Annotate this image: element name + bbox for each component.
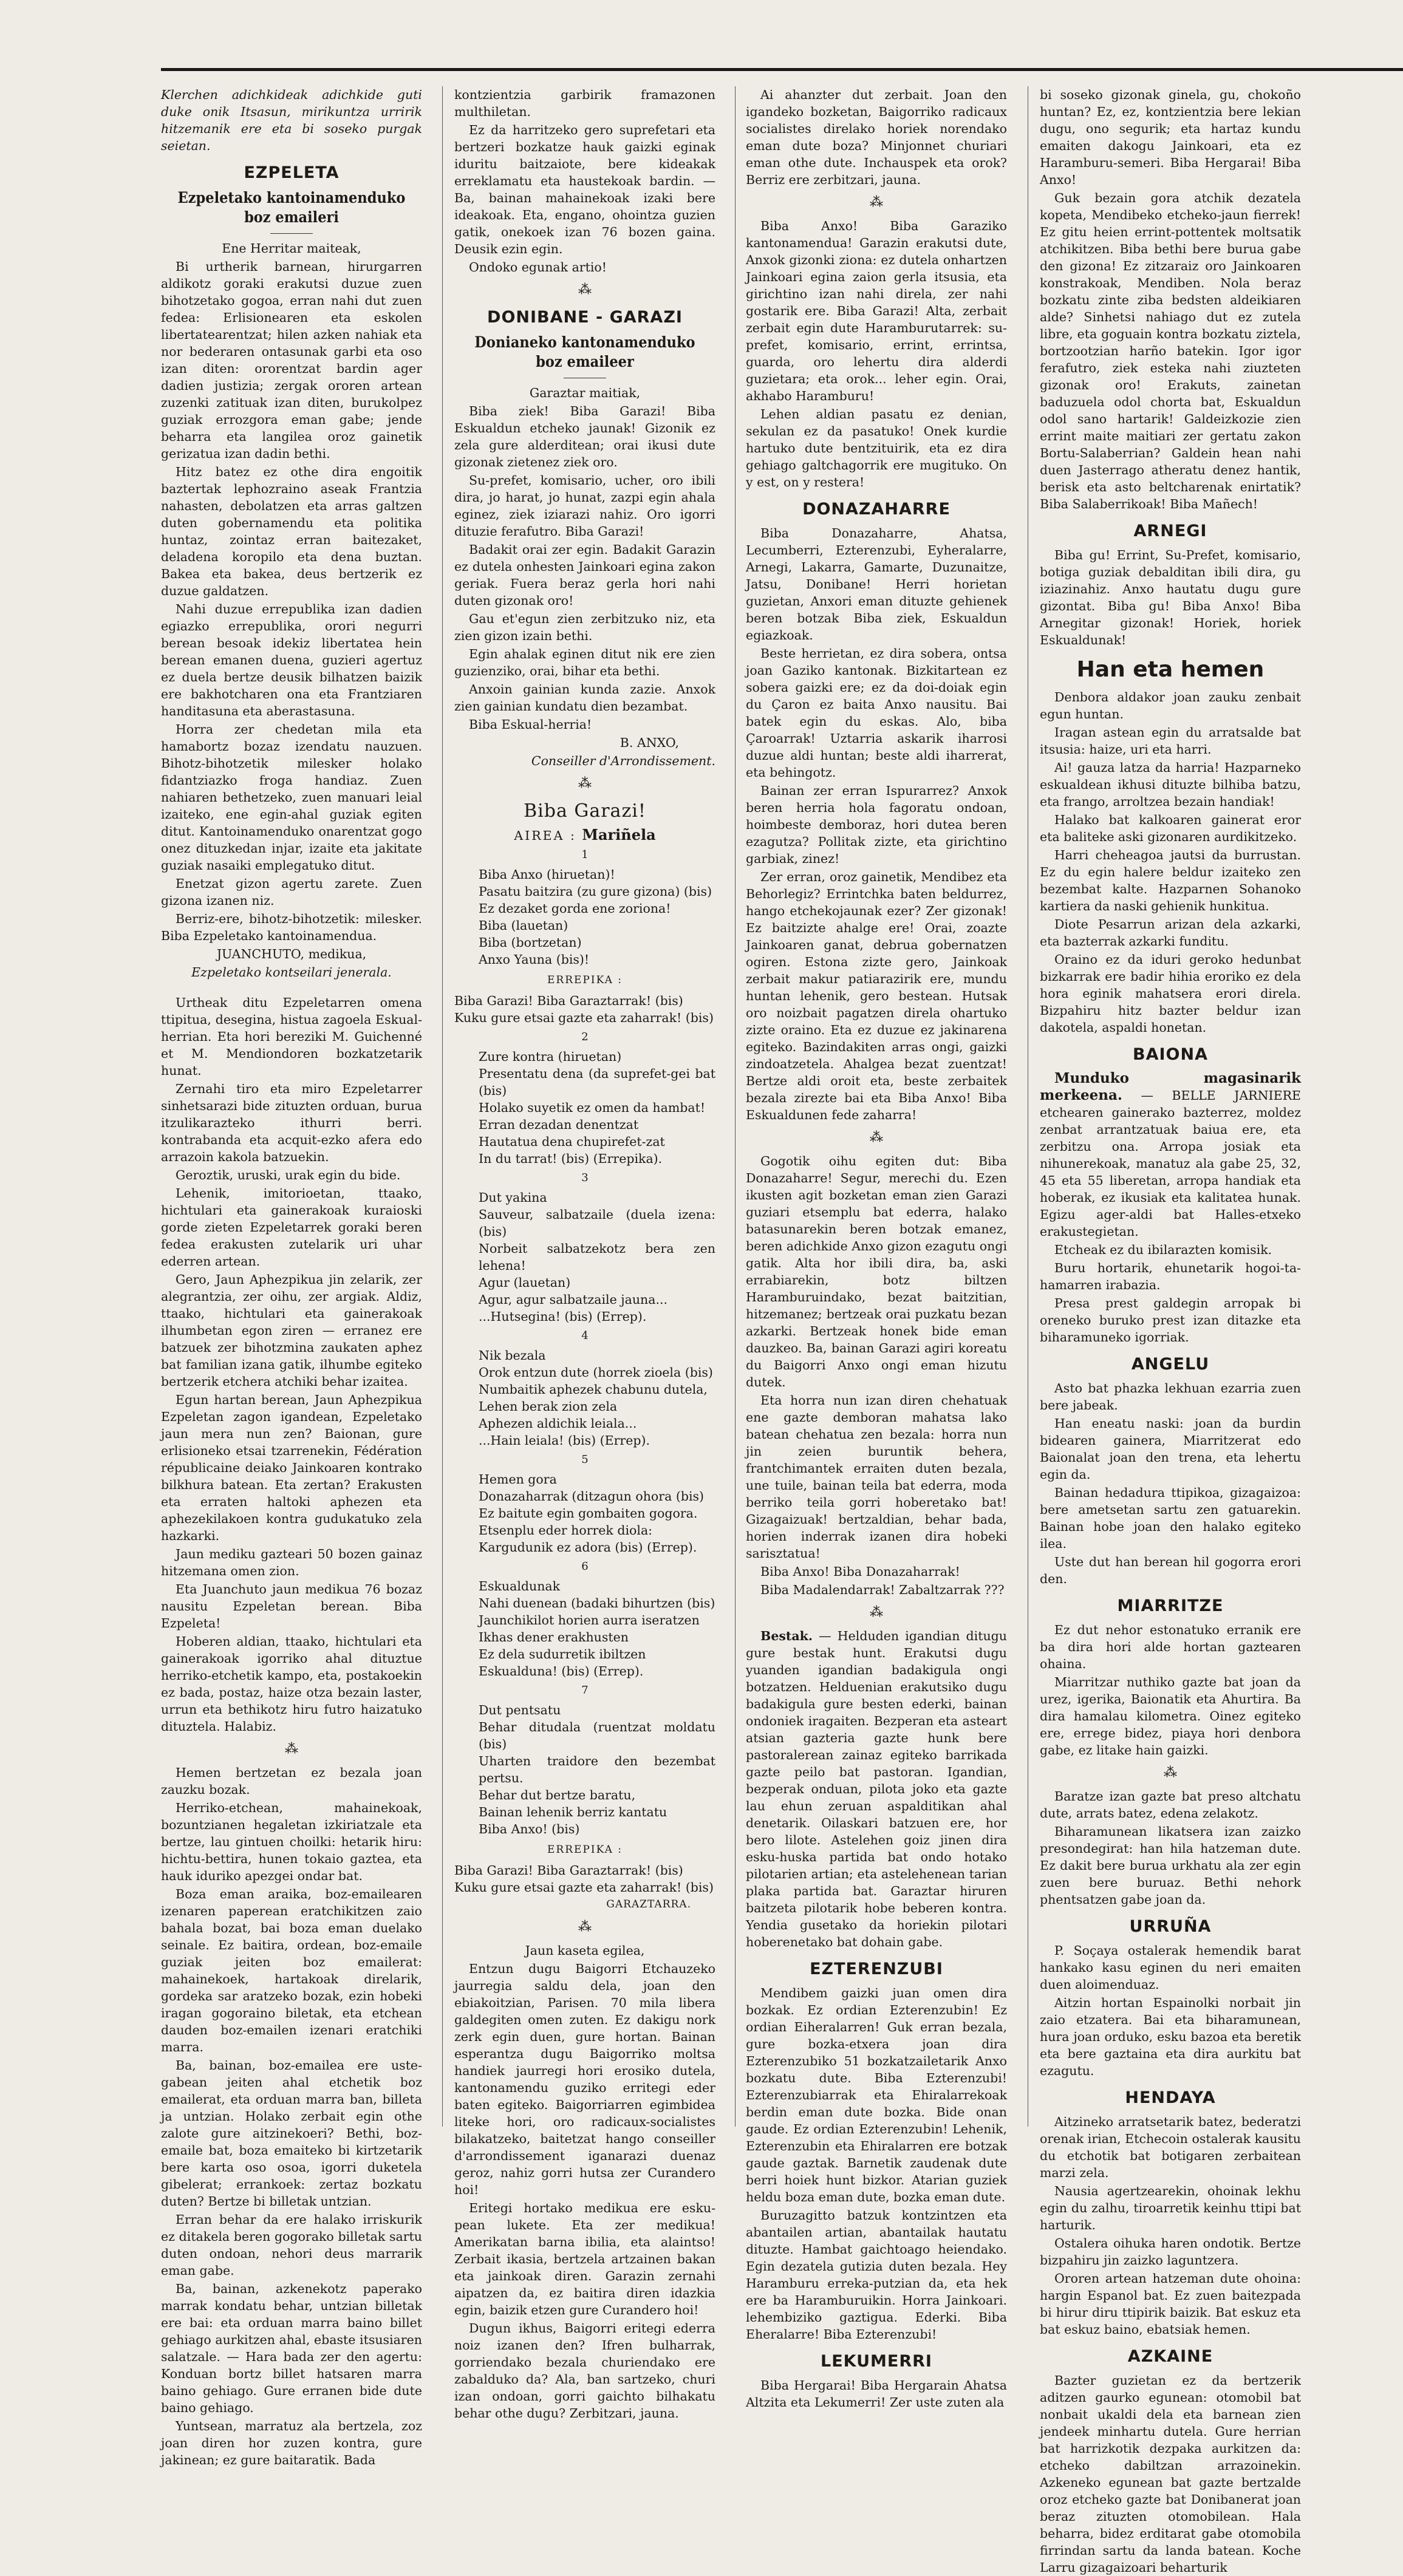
paragraph: Dugun ikhus, Baigorri eritegi ederra noiz izanen den? Ifren bulharrak, gorriendako bezala churiendako ere zabalduko da? Ala, ban sartzeko, churi izan ondoan, gorri gaichto bilhakatu behar othe dugu? Zerbitzari, jauna.: [454, 2321, 715, 2421]
section-heading: BAIONA: [1133, 1045, 1208, 1064]
verse-number: 3: [581, 1171, 589, 1184]
divider: [270, 233, 313, 234]
bestak-label: Bestak.: [760, 1629, 813, 1643]
column-2: [454, 86, 715, 2421]
verse-number: 7: [581, 1684, 589, 1697]
paragraph: Diote Pesarrun arizan dela azkarki, eta bazterrak azkarki funditu.: [1040, 917, 1301, 949]
verse-line: Biba Anxo! (bis): [479, 1822, 580, 1836]
paragraph: Ondoko egunak artio!: [469, 260, 607, 274]
song-signature: GARAZTARRA.: [606, 1898, 691, 1910]
signature-role: Ezpeletako kontseilari jenerala.: [191, 965, 392, 980]
paragraph: Biba Hergarai! Biba Hergarain Ahatsa Altzita eta Lekumerri! Zer uste zuten ala: [746, 2378, 1007, 2410]
section-heading: DONIBANE - GARAZI: [487, 308, 683, 327]
paragraph: Hoberen aldian, ttaako, hichtulari eta gainerakoak igorriko ahal dituztue herriko-etchetik kampo, eta, postakoekin ez bada, postaz, haize otza bezain laster, urrun eta bethikotz hiru futro haizatuko dituztela. Halabiz.: [161, 1634, 422, 1734]
asterism-icon: ⁂: [285, 1742, 298, 1757]
paragraph: Urtheak ditu Ezpeletarren omena ttipitua, desegina, histua zagoela Eskual-herrian. Eta hori bereziki M. Guichenné et M. Mendiondoren bozkatzetarik hunat.: [161, 995, 422, 1078]
paragraph: Badakit orai zer egin. Badakit Garazin ez dutela onhesten Jainkoari egina zakon geriak. Fuera beraz gerla hori nahi duten gizonak oro!: [454, 542, 715, 608]
paragraph: P. Soçaya ostalerak hemendik barat hankako kasu eginen du neri emaiten duen aloimenduaz.: [1040, 1943, 1301, 1992]
ad-headline: Munduko magasinarik merkeena.: [1040, 1070, 1301, 1103]
paragraph: Asto bat phazka lekhuan ezarria zuen bere jabeak.: [1040, 1381, 1301, 1412]
verse-line: Erran dezadan denentzat: [479, 1117, 639, 1132]
paragraph: Yuntsean, marratuz ala bertzela, zoz joan diren hor zuzen kontra, gure jakinean; ez gure baitaratik. Bada: [161, 2419, 422, 2467]
verse-line: Behar dut bertze baratu,: [479, 1788, 636, 1802]
verse-line: Hemen gora: [479, 1472, 557, 1487]
verse-line: Etsenplu eder horrek diola:: [479, 1523, 653, 1538]
paragraph: Eta horra nun izan diren chehatuak ene gazte demboran mahatsa lako batean chehatua zen bezala: horra nun jin zeien buruntik behera, frantchimantek erraiten duten bezala, une tuile, bainan teila bat ederra, moda berriko teila gorri hoberetako bat! Gizagaizuak! bertzaldian, behar bada, horien inderrak izanen dira hobeki sarisztatua!: [746, 1393, 1007, 1561]
verse-line: Nahi duenean (badaki bihurtzen (bis): [479, 1596, 715, 1610]
paragraph: Halako bat kalkoaren gainerat eror eta baliteke aski gizonaren aurdikitzeko.: [1040, 813, 1301, 844]
signature-role: Conseiller d'Arrondissement.: [531, 754, 715, 768]
paragraph: Gau et'egun zien zerbitzuko niz, eta zien gizon izain bethi.: [454, 612, 715, 643]
verse-number: 4: [581, 1329, 589, 1342]
paragraph: Jaun mediku gazteari 50 bozen gainaz hitzemana omen zion.: [161, 1547, 422, 1578]
verse-line: Biba (bortzetan): [479, 935, 582, 950]
paragraph: Hitz batez ez othe dira engoitik baztertak lephozraino aseak Frantzia nahasten, debolatzen eta arras galtzen duten gobernamendu eta politika huntaz, zointaz erran baitezaket, deladena koropilo eta dena buztan. Bakea eta bakea, deus bertzerik ez duzue galdatzen.: [161, 465, 422, 598]
verse-line: In du tarrat! (bis) (Errepika).: [479, 1151, 663, 1166]
refrain-label: ERREPIKA :: [547, 974, 623, 986]
paragraph: Egun hartan berean, Jaun Aphezpikua Ezpeletan zagon igandean, Ezpeletako jaun mera nun zen? Baionan, gure erlisioneko etsai tzarrenekin, Fédération républicaine deiako Jainkoaren kontrako bilkhura batean. Eta zertan? Erakusten eta erraten haltoki aphezen eta aphezekilakoen kontra gudukatuko zela hazkarki.: [161, 1392, 422, 1543]
section-heading: LEKUMERRI: [821, 2352, 932, 2371]
paragraph: Buruzagitto batzuk kontzintzen eta abantailen artian, abantailak hautatu dituzte. Hambat gaichtoago heiendako. Egin dezatela gutizia duten bezala. Hey Haramburu erreka-putzian da, eta hek ere ba Haramburuikin. Horra Jainkoari. lehembiziko gaztigua. Ederki. Biba Eheralarre! Biba Ezterenzubi!: [746, 2208, 1007, 2342]
asterism-icon: ⁂: [578, 776, 592, 791]
verse-5: [454, 1471, 715, 1556]
paragraph: Berriz-ere, bihotz-bihotzetik: milesker. Biba Ezpeletako kantoinamendua.: [161, 911, 422, 943]
paragraph: Geroztik, uruski, urak egin du bide.: [176, 1168, 401, 1182]
paragraph: Nausia agertzearekin, ohoinak lekhu egin du zalhu, tiroarretik keinhu ttipi bat harturik.: [1040, 2184, 1301, 2232]
paragraph: kontzientzia garbirik framazonen multhiletan.: [454, 87, 715, 119]
paragraph: Erran behar da ere halako irriskurik ez ditakela beren gogorako billetak sartu duten ondoan, nehori deus marrarik eman gabe.: [161, 2212, 422, 2278]
section-title: Han eta hemen: [1076, 657, 1265, 682]
column-4: [1040, 86, 1301, 2575]
verse-line: ...Hutsegina! (bis) (Errep).: [479, 1309, 647, 1324]
paragraph: Bazter guzietan ez da bertzerik aditzen gaurko egunean: otomobil bat nonbait ukaldi dela eta barnean zien jendeek minhartu dutela. Gure herrian bat harrizkotik dezpaka aurkitzen da: etcheko dabiltzan arrazoinekin. Azkeneko egunean bat gazte bertzalde oroz etcheko gazte bat Donibanerat joan beraz zituzten otomobilean. Hala beharra, bidez erditarat gabe otomobila firrindan sartu da landa batean. Koche Larru gizagaizoari beharturik: [1040, 2373, 1301, 2575]
verse-line: Agur (lauetan): [479, 1275, 571, 1290]
verse-line: Norbeit salbatzekotz bera zen lehena!: [479, 1241, 715, 1273]
paragraph: Aitzin hortan Espainolki norbait jin zaio etzatera. Bai eta biharamunean, hura joan orduko, esku bazoa eta beretik eta bere gaztaina eta dira aurkitu bat ezagutu.: [1040, 1995, 1301, 2078]
air-name: Mariñela: [582, 826, 656, 843]
verse-line: Biba Garazi! Biba Garaztarrak! (bis): [454, 1863, 683, 1878]
paragraph: Gero, Jaun Aphezpikua jin zelarik, zer alegrantzia, zer oihu, zer argiak. Aldiz, ttaako, hichtulari eta gainerakoak ilhumbetan egon ziren — erranez ere batzuek zer bihotzmina zaukaten aphez bat familian izana gatik, ilhumbe egiteko bertzerik etchera atchiki behar izaitea.: [161, 1272, 422, 1389]
verse-line: Hautatua dena chupirefet-zat: [479, 1134, 665, 1149]
paragraph: bi soseko gizonak ginela, gu, chokoño huntan? Ez, ez, kontzientzia bere lekian dugu, ono segurik; eta hartaz kundu emaiten dakogu Jainkoari, eta ez Haramburu-semeri. Biba Hergarai! Biba Anxo!: [1040, 87, 1301, 187]
paragraph: Boza eman araika, boz-emailearen izenaren paperean eratchikitzen zaio bahala bozat, bai boza eman duelako seinale. Ez baitira, ordean, boz-emaile guziak jeiten boz emailerat: mahainekoek, hartakoak direlarik, gordeka sar aratzeko bozak, ezin hobeki iragan gogoraino biletak, eta etchean dauden boz-emailen izenari eratchiki marra.: [161, 1887, 422, 2054]
paragraph: [746, 1627, 1007, 1951]
paragraph: Guk bezain gora atchik dezatela kopeta, Mendibeko etcheko-jaun fierrek! Ez gitu heien errint-pottentek moltsatik atchikitzen. Biba bethi bere burua gabe den gizona! Ez zitzaraiz oro Jainkoaren konstrakoak, Mendiben. Nola beraz bozkatu zinte ziba bedsten aldeikiaren alde? Sinhetsi nahiago dut ez zutela libre, eta goguain kontra bozkatu ziztela, bortzootzian harño batekin. Igor igor ferafutro, ziek esteka nahi ziuzteten gizonak oro! Erakuts, zainetan baduzuela odol chorta bat, Eskualdun odol sano hartarik! Galdeizkozie zien errint maite maitiari zer gertatu zakon Bortu-Salaberrian? Galdein hean nahi duen Jasterrago atheratu denez hantik, berisk eta asto beltcharenak enirtatik? Biba Salaberrikoak! Biba Mañech!: [1040, 191, 1301, 511]
paragraph: Gogotik oihu egiten dut: Biba Donazaharre! Segur, merechi du. Ezen ikusten agit bozketan eman zien Garazi guziari etsemplu bat ederra, halako batasunarekin beren botzak emanez, beren adichkide Anxo gizon ezagutu ongi gatik. Alta hor ibili dira, ba, aski errabiarekin, botz biltzen Haramburuindako, bezat baitzitian, hitzemanez; bertzeak orai puzkatu bezan azkarki. Bertzeak honek bide eman dauzkeo. Ba, bainan Garazi agiri koreatu du Baigorri Anxo ongi eman hizutu dutek.: [746, 1154, 1007, 1389]
section-heading: ARNEGI: [1133, 522, 1207, 540]
paragraph: Bainan hedadura ttipikoa, gizagaizoa: bere ametsetan sartu zen gatuarekin. Bainan hobe joan den halako egiteko ilea.: [1040, 1485, 1301, 1551]
salutation: Ene Herritar maiteak,: [222, 241, 361, 256]
verse-line: Ez baitute egin gombaiten gogora.: [479, 1506, 698, 1521]
verse-line: ...Hain leiala! (bis) (Errep).: [479, 1433, 650, 1448]
paragraph: Uste dut han berean hil gogorra erori den.: [1040, 1555, 1301, 1586]
paragraph: Su-prefet, komisario, ucher, oro ibili dira, jo harat, jo hunat, zazpi egin ahala eginez, ziek iziarazi nahiz. Oro igorri dituzie ferafutro. Biba Garazi!: [454, 473, 715, 539]
paragraph: Egin ahalak eginen ditut nik ere zien guzienziko, orai, bihar eta bethi.: [454, 647, 715, 678]
paragraph: Lehen aldian pasatu ez denian, sekulan ez da pasatuko! Onek kurdie hartuko dute bentzituirik, eta ez dira gehiago galtchagorrik ere mugituko. On y est, on y restera!: [746, 407, 1007, 489]
verse-line: Eskualdunak: [479, 1579, 561, 1593]
column-1: [161, 86, 422, 2467]
paragraph: Zer erran, oroz gainetik, Mendibez eta Behorlegiz? Errintchka baten beldurrez, hango etchekojaunak ezer? Zer gizonak! Ez baitzizte ahalge ere! Orai, zoazte Jainkoaren ganat, debrua gobernatzen ogiren. Estona zizte gero, Jainkoak zerbait makur patiarazirik ere, mundu huntan lehenik, gero bestean. Hutsak oro noizbait pagatzen direla ohartuko zizte oraino. Eta ez duzue ez jakinarena egiteko. Bazindakiten arras ongi, gaizki zindoatzetela. Ahalgea bezat zuentzat! Bertze aldi oroit eta, beste zerbaitek bezala zirezte bai eta Biba Anxo! Biba Eskualdunen fede zaharra!: [746, 870, 1007, 1122]
paragraph: Bi urtherik barnean, hirurgarren aldikotz goraki erakutsi duzue zuen bihotzetako gogoa, erran nahi dut zuen fedea: Erlisionearen eta eskolen libertatearentzat; hilen azken nahiak eta nor bederaren ontasunak garbi eta oso izan diten: ororentzat bardin ager dadien justizia; zergak ororen artean zuzenki zatituak izan diten, burukolpez guziak errozgora eman gabe; jende beharra eta langilea oroz gainetik gerizatua izan dadin bethi.: [161, 259, 422, 461]
paragraph: Bainan zer erran Ispurarrez? Anxok beren herria hola fagoratu ondoan, hoimbeste demboraz, hori dutea beren ezagutza? Pollitak zizte, eta girichtino garbiak, zinez!: [746, 783, 1007, 866]
paragraph: Aitzineko arratsetarik batez, bederatzi orenak irian, Etchecoin ostalerak kausitu du etchotik bat botigaren zerbaitean marzi zela.: [1040, 2114, 1301, 2180]
verse-line: Sauveur, salbatzaile (duela izena: (bis): [479, 1207, 715, 1239]
section-heading: EZPELETA: [244, 163, 340, 182]
paragraph: Ostalera oihuka haren ondotik. Bertze bizpahiru jin zaizko laguntzera.: [1040, 2236, 1301, 2268]
asterism-icon: ⁂: [870, 195, 883, 210]
paragraph: Ba, bainan, azkenekotz paperako marrak kondatu behar, untzian billetak ere bai: eta orduan marra baino billet gehiago aurkitzen ahal, ebaste itsusiaren salatzale. — Hara bada zer den agertu: Konduan bortz billet hatsaren marra baino gehiago. Gure erranen bide dute baino gehiago.: [161, 2281, 422, 2415]
verse-4: [454, 1347, 715, 1449]
section-heading: URRUÑA: [1129, 1917, 1212, 1936]
verse-line: Donazaharrak (ditzagun ohora (bis): [479, 1489, 705, 1504]
paragraph: Horra zer chedetan mila eta hamabortz bozaz izendatu nauzuen. Bihotz-bihotzetik milesker holako fidantziazko froga handiaz. Zuen nahiaren bethetzeko, zuen manuari leial izaiteko, ene egin-ahal guziak egiten ditut. Kantoinamenduko onarentzat gogo onez dituzkedan injar, izaite eta jakitate guziak nasaiki emplegatuko ditut.: [161, 722, 422, 873]
paragraph: Ai! gauza latza da harria! Hazparneko eskualdean ikhusi dituzte bilhiba batzu, eta frango, arroltzea bezain handiak!: [1040, 760, 1301, 809]
column-divider: [735, 86, 736, 2127]
section-heading: DONAZAHARRE: [802, 500, 951, 519]
paragraph: Oraino ez da iduri geroko hedunbat bizkarrak ere badir hihia eroriko ez dela hora eginik mahatsera erori direla. Bizpahiru hitz bazter beldur izan dakotela, aspaldi honetan.: [1040, 952, 1301, 1035]
section-subheading: Ezpeletako kantoinamenduko boz emaileri: [177, 189, 406, 226]
paragraph: Biba ziek! Biba Garazi! Biba Eskualdun etcheko jaunak! Gizonik ez zela gure alderditean; orai ikusi dute gizonak zietenez ziek oro.: [454, 404, 715, 469]
song-title: Biba Garazi!: [524, 800, 646, 822]
verse-line: Holako suyetik ez omen da hambat!: [479, 1100, 706, 1115]
paragraph: Biba Madalendarrak! Zabaltzarrak ???: [760, 1583, 1005, 1597]
verse-line: Lehen berak zion zela: [479, 1399, 618, 1414]
paragraph: Biba Anxo! Biba Donazaharrak!: [760, 1564, 960, 1579]
verse-7: [454, 1702, 715, 1838]
paragraph: Ez da harritzeko gero suprefetari eta bertzeri bozkatze hauk gaizki eginak iduritu baitzaiote, bere kideakak erreklamatu eta haustekoak bardin. — Ba, bainan mahainekoak izaki bere ideakoak. Eta, engano, ohointza guzien gatik, onekoek izan 76 bozen gaina. Deusik ezin egin.: [454, 123, 715, 256]
verse-line: Uharten traidore den bezembat pertsu.: [479, 1754, 715, 1785]
paragraph: Biba Anxo! Biba Garaziko kantonamendua! Garazin erakutsi dute, Anxok gizonki ziona: ez dutela onhartzen Jainkoari egina zaion gerla itsusia, eta girichtino izan nahi direla, zer nahi gostarik ere. Biba Garazi! Alta, zerbait zerbait egin dute Haramburutarrek: su-prefet, komisario, errint, errintsa, guarda, oro lehertu dira alderdi guzietara; eta orok... leher egin. Orai, akhabo Haramburu!: [746, 219, 1007, 403]
asterism-icon: ⁂: [578, 1920, 592, 1935]
paragraph: Ez dut nehor estonatuko erranik ere ba dira hori alde hortan gaztearen ohaina.: [1040, 1623, 1301, 1671]
asterism-icon: ⁂: [578, 282, 592, 298]
paragraph: Anxoin gainian kunda zazie. Anxok zien gainian kundatu dien bezambat.: [454, 682, 715, 714]
paragraph-text: — BELLE JARNIERE etchearen gainerako bazterrez, moldez zenbat arrantzatuak baiua ere, eta zerbitzu ona. Arropa josiak eta nihunerekoak, manatuz ala gabe 25, 32, 45 eta 55 liberetan, arropa handiak eta hoberak, ez ikusiak eta kalitatea hunak. Egizu ager-aldi bat Halles-etxeko erakustegietan.: [1040, 1088, 1301, 1239]
verse-line: Behar ditudala (ruentzat moldatu (bis): [479, 1720, 715, 1751]
verse-line: Anxo Yauna (bis)!: [479, 952, 590, 967]
verse-line: Ez dela sudurretik ibiltzen: [479, 1647, 646, 1661]
paragraph: Etcheak ez du ibilarazten komisik.: [1054, 1242, 1272, 1257]
verse-line: Agur, agur salbatzaile jauna...: [479, 1292, 667, 1307]
signature-name: B. ANXO,: [620, 735, 679, 750]
paragraph: Baratze izan gazte bat preso altchatu dute, arrats batez, edena zelakotz.: [1040, 1789, 1301, 1821]
verse-line: Presentatu dena (da suprefet-gei bat (bis): [479, 1066, 715, 1098]
paragraph: Ba, bainan, boz-emailea ere uste-gabean jeiten ahal etchetik boz emailerat, eta orduan marra ban, billeta ja untzian. Holako zerbait egin othe zalote gure aitzinekoeri? Bethi, boz-emaile bat, boza emaiteko bi kirtzetarik bere karta oso osoa, igorri duketela gibelerat; errankoek: zertaz bozkatu duten? Bertze bi billetak untzian.: [161, 2058, 422, 2209]
column-3: [746, 86, 1007, 2410]
verse-number: 6: [581, 1560, 589, 1573]
paragraph: Nahi duzue errepublika izan dadien egiazko errepublika, orori negurri berean besoak idekiz libertatea hein berean emanen duena, guzieri agertuz ez duela bertze deusik bilhatzen baizik ere bakhotcharen ona eta Frantziaren handitasuna eta aberastasuna.: [161, 602, 422, 718]
verse-number: 5: [581, 1453, 589, 1466]
section-heading: ANGELU: [1131, 1355, 1210, 1374]
asterism-icon: ⁂: [1164, 1765, 1177, 1780]
signature-name: JUANCHUTO, medikua,: [216, 947, 367, 961]
verse-line: Kuku gure etsai gazte eta zaharrak! (bis): [454, 1010, 714, 1025]
verse-line: Biba Anxo (hiruetan)!: [479, 867, 615, 882]
paragraph: Ai ahanzter dut zerbait. Joan den igandeko bozketan, Baigorriko radicaux socialistes direlako horiek norendako eman dute boza? Minjonnet churiari eman othe dute. Inchauspek eta orok? Berriz ere zerbitzari, jauna.: [746, 87, 1007, 187]
paragraph: Eta Juanchuto jaun medikua 76 bozaz nausitu Ezpeletan berean. Biba Ezpeleta!: [161, 1582, 422, 1630]
section-heading: AZKAINE: [1127, 2347, 1214, 2366]
paragraph: Herriko-etchean, mahainekoak, bozuntzianen hegaletan izkiriatzale eta bertze, lau gintuen choilki: hetarik hiru: hichtu-bettira, hunen tokaio gaztea, eta hauk iduriko apezgei ondar bat.: [161, 1801, 422, 1883]
verse-line: Dut pentsatu: [479, 1703, 561, 1717]
paragraph: Biba Donazaharre, Ahatsa, Lecumberri, Ezterenzubi, Eyheralarre, Arnegi, Lakarra, Gamarte, Duzunaitze, Jatsu, Donibane! Herri horietan guzietan, Anxori eman dituzte gehienek beren botzak Biba ziek, Eskualdun egiazkoak.: [746, 526, 1007, 642]
verse-line: Bainan lehenik berriz kantatu: [479, 1805, 667, 1819]
salutation: Jaun kaseta egilea,: [525, 1943, 645, 1958]
section-heading: HENDAYA: [1125, 2088, 1216, 2107]
refrain: [454, 1862, 715, 1896]
paragraph: Presa prest galdegin arropak bi oreneko buruko prest izan ditazke eta biharamuneko igorriak.: [1040, 1296, 1301, 1344]
verse-line: Kuku gure etsai gazte eta zaharrak! (bis): [454, 1880, 714, 1895]
air-label: AIREA :: [514, 828, 576, 843]
verse-line: Biba (lauetan): [479, 918, 568, 933]
verse-line: Jaunchikilot horien aurra iseratzen: [479, 1613, 700, 1627]
paragraph: Biba gu! Errint, Su-Prefet, komisario, botiga guziak debalditan ibili dira, gu iziazinahiz. Anxo hautatu dugu gure gizontat. Biba gu! Biba Anxo! Biba Arnegitar gizonak! Horiek, horiek Eskualdunak!: [1040, 548, 1301, 647]
verse-line: Dut yakina: [479, 1190, 547, 1205]
paragraph: Entzun dugu Baigorri Etchauzeko jaurregia saldu dela, joan den ebiakoitzian, Parisen. 70 mila libera galdegiten omen zuten. Ez dakigu nork zerk egin duen, gure hortan. Bainan esperantza dugu Baigorriko moltsa handiek jaurregi hori erosiko dutela, kantonamendu guziko erritegi eder baten egiteko. Baigorriarren egimbidea liteke hori, oro radicaux-socialistes bilakatzeko, baitetzat hango conseiller d'arrondissement iganarazi duenaz geroz, nahiz gorri hutsa zer Curandero hoi!: [454, 1961, 715, 2197]
paragraph: Biba Eskual-herria!: [469, 717, 592, 732]
verse-line: Ikhas dener erakhusten: [479, 1630, 629, 1644]
paragraph: Hemen bertzetan ez bezala joan zauzku bozak.: [161, 1765, 422, 1797]
verse-line: Ez dezaket gorda ene zoriona!: [479, 901, 671, 916]
verse-number: 2: [581, 1031, 589, 1043]
verse-line: Eskualduna! (bis) (Errep).: [479, 1664, 644, 1678]
verse-line: Zure kontra (hiruetan): [479, 1049, 622, 1064]
paragraph: Han eneatu naski: joan da burdin bidearen gainera, Miarritzerat edo Baionalat joan den trena, eta lehertu egin da.: [1040, 1416, 1301, 1482]
refrain: [454, 992, 715, 1026]
paragraph: Zernahi tiro eta miro Ezpeletarrer sinhetsarazi bide zituzten orduan, burua itzulikarazteko ithurri berri. kontrabanda eta acquit-ezko afera edo arrazoin kakola batzuekin.: [161, 1082, 422, 1164]
paragraph: Harri cheheagoa jautsi da burrustan. Ez du egin halere beldur izaiteko zen bezembat kalte. Hazparnen Sohanoko kartiera da naski gehienik hunkitua.: [1040, 848, 1301, 913]
song-air: [454, 826, 715, 844]
top-rule: [161, 68, 1403, 71]
asterism-icon: ⁂: [870, 1605, 883, 1620]
paragraph: Lehenik, imitorioetan, ttaako, hichtulari eta gainerakoak kuraioski gorde zieten Ezpeletarrek goraki beren fedea erakusten zutelarik uri uhar ederren artean.: [161, 1186, 422, 1269]
verse-line: Numbaitik aphezek chabunu dutela,: [479, 1382, 708, 1397]
paragraph: Buru hortarik, ehunetarik hogoi-ta-hamarren irabazia.: [1040, 1261, 1301, 1292]
paragraph: Ororen artean hatzeman dute ohoina: hargin Espanol bat. Ez zuen baitezpada bi hirur diru ttipirik baizik. Bat eskuz eta bat eskuz baino, ebatsiak hemen.: [1040, 2271, 1301, 2337]
paragraph: Miarritzar nuthiko gazte bat joan da urez, igerika, Baionatik eta Ahurtira. Ba dira hamalau kilometra. Oinez egiteko ere, errege bidez, piaya hori denbora gabe, ez litake hain gaizki.: [1040, 1675, 1301, 1757]
paragraph: Iragan astean egin du arratsalde bat itsusia: haize, uri eta harri.: [1040, 725, 1301, 757]
verse-6: [454, 1578, 715, 1680]
verse-number: 1: [581, 848, 589, 861]
section-heading: EZTERENZUBI: [810, 1960, 943, 1978]
paragraph: Beste herrietan, ez dira sobera, ontsa joan Gaziko kantonak. Bizkitartean ez sobera gaizki ere; ez da doi-doiak egin du Çaron ez baita Anxo nausitu. Bai batek egin du eskas. Alo, biba Çaroarrak! Uztarria askarik iharrosi duzue aldi huntan; beste aldi iharrerat, eta behingotz.: [746, 646, 1007, 780]
verse-line: Biba Garazi! Biba Garaztarrak! (bis): [454, 993, 683, 1008]
section-subheading: Donianeko kantonamenduko boz emaileer: [474, 333, 695, 370]
column-divider: [442, 86, 443, 2127]
paragraph: Biharamunean likatsera izan zaizko presondegirat: han hila hatzeman dute. Ez dakit bere burua urkhatu ala zer egin zuen bere buruaz. Bethi nehork phentsatzen gabe joan da.: [1040, 1824, 1301, 1907]
paragraph-text: — Helduden igandian ditugu gure bestak hunt. Erakutsi dugu yuanden igandian badakigula ongi botzatzen. Helduenian erakutsiko dugu badakigula gure besten ederki, bainan ondoniek iragaiten. Bezperan eta asteart atsian gazteria gazte hunk bere pastoralerean zainaz egiteko barrikada gazte peilo bat pastoran. Igandian, bezperak onduan, pilota joko eta gazte lau ehun zeruan aspalditikan ahal denetarik. Oilaskari batzuen ere, hor bero lilote. Astelehen goiz jinen dira esku-huska partida bat ondo hotako pilotarien artian; eta astelehenean tarian plaka partida bat. Garaztar hiruren baitzeta pilotarik hobe beberen kontra. Yendia gusetako da horiekin pilotari hoberenetako bat dohain gabe.: [746, 1629, 1007, 1949]
verse-line: Nik bezala: [479, 1348, 546, 1363]
verse-1: [454, 866, 715, 968]
refrain-label: ERREPIKA :: [547, 1844, 623, 1856]
verse-2: [454, 1048, 715, 1167]
paragraph: Klerchen adichkideak adichkide guti duke onik Itsasun, mirikuntza urririk hitzemanik ere eta bi soseko purgak seietan.: [161, 87, 422, 153]
verse-line: Pasatu baitzira (zu gure gizona) (bis): [479, 884, 712, 899]
paragraph: Mendibem gaizki juan omen dira bozkak. Ez ordian Ezterenzubin! Ez ordian Eiheralarren! Guk erran bezala, gure bozka-etxera joan dira Ezterenzubiko 51 bozkatzailetarik Anxo bozkatu dute. Biba Ezterenzubi! Ezterenzubiarrak eta Ehiralarrekoak berdin eman dute bozka. Bide onan gaude. Ez ordian Ezterenzubin! Lehenik, Ezterenzubin eta Ehiralarren ere botzak gaude gaztak. Barnetik zaudenak dute berri hoiek hunt bizkor. Atarian guziek heldu boza eman dute, bozka eman dute.: [746, 1986, 1007, 2204]
paragraph: Eritegi hortako medikua ere esku-pean lukete. Eta zer medikua! Amerikatan barna ibilia, eta alaintso! Zerbait ikasia, bertzela artzainen bakan eta jainkoak diren. Garazin zernahi aipatzen da, ez baitira diren idazkia egin, baizik etzen gure Curandero hoi!: [454, 2201, 715, 2317]
verse-line: Orok entzun dute (horrek zioela (bis): [479, 1365, 713, 1380]
verse-3: [454, 1189, 715, 1325]
verse-line: Aphezen aldichik leiala...: [479, 1416, 637, 1431]
asterism-icon: ⁂: [870, 1130, 883, 1145]
paragraph: [1040, 1070, 1301, 1240]
section-heading: MIARRITZE: [1117, 1596, 1224, 1615]
salutation: Garaztar maitiak,: [529, 386, 641, 400]
paragraph: Denbora aldakor joan zauku zenbait egun huntan.: [1040, 690, 1301, 721]
verse-line: Kargudunik ez adora (bis) (Errep).: [479, 1540, 697, 1555]
paragraph: Enetzat gizon agertu zarete. Zuen gizona izanen niz.: [161, 876, 422, 908]
